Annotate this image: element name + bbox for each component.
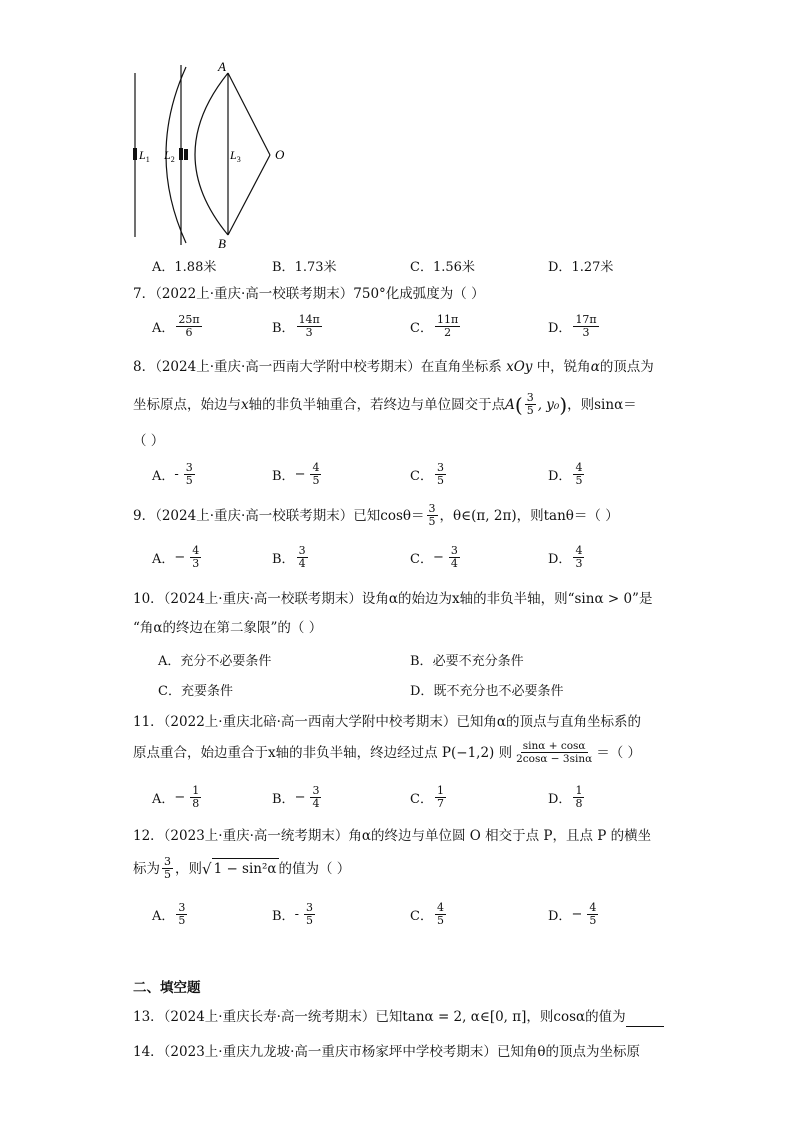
q11-option-a[interactable]: A． − $\frac{1}{8}$ xyxy=(152,784,200,810)
q7-stem: 7．（2022上·重庆·高一校联考期末）750°化成弧度为（ ） xyxy=(133,286,485,302)
q9-option-b[interactable]: B． $\frac{3}{4}$ xyxy=(272,544,306,570)
q10-line2: “角α的终边在第二象限”的（ ） xyxy=(133,620,323,636)
label-O: O xyxy=(275,147,285,162)
q7-option-a[interactable]: A． $\frac{25\pi}{6}$ xyxy=(152,313,200,339)
q9-option-d[interactable]: D． $\frac{4}{3}$ xyxy=(548,544,583,570)
q12-line1: 12．（2023上·重庆·高一统考期末）角α的终边与单位圆 O 相交于点 P，且点 P 的横坐 xyxy=(133,828,652,844)
q8-line3: （ ） xyxy=(133,433,165,449)
q10-option-b[interactable]: B． 必要不充分条件 xyxy=(410,654,524,669)
q10-option-a[interactable]: A． 充分不必要条件 xyxy=(158,654,272,669)
q10-line1: 10．（2024上·重庆·高一校联考期末）设角α的始边为x轴的非负半轴，则“sinα > 0”是 xyxy=(133,591,653,607)
q10-option-c[interactable]: C． 充要条件 xyxy=(158,684,233,699)
sqrt-sign: √ xyxy=(202,859,212,878)
q10-option-d[interactable]: D． 既不充分也不必要条件 xyxy=(410,684,564,699)
answer-blank[interactable] xyxy=(626,1012,664,1027)
label-L1: $L_1$ xyxy=(139,148,150,164)
section-title-fill-in: 二、填空题 xyxy=(133,980,201,996)
q9-option-c[interactable]: C． − $\frac{3}{4}$ xyxy=(410,544,458,570)
q12-option-d[interactable]: D． − $\frac{4}{5}$ xyxy=(548,901,597,927)
label-L2: $L_2$ xyxy=(164,148,175,164)
q8-line1: 8．（2024上·重庆·高一西南大学附中校考期末）在直角坐标系 xOy 中，锐角α的顶点为 xyxy=(133,359,654,375)
q6-option-a[interactable]: A． 1.88米 xyxy=(152,260,217,275)
q6-option-c[interactable]: C． 1.56米 xyxy=(410,260,475,275)
geometry-figure xyxy=(120,55,320,255)
q9-option-a[interactable]: A． − $\frac{4}{3}$ xyxy=(152,544,200,570)
q6-option-d[interactable]: D． 1.27米 xyxy=(548,260,614,275)
q12-option-c[interactable]: C． $\frac{4}{5}$ xyxy=(410,901,444,927)
label-B: B xyxy=(218,236,226,251)
q8-option-c[interactable]: C． $\frac{3}{5}$ xyxy=(410,461,444,487)
q11-line1: 11．（2022上·重庆北碚·高一西南大学附中校考期末）已知角α的顶点与直角坐标系的 xyxy=(133,714,641,730)
q7-option-c[interactable]: C． $\frac{11\pi}{2}$ xyxy=(410,313,459,339)
label-A: A xyxy=(218,59,226,74)
q11-option-b[interactable]: B． − $\frac{3}{4}$ xyxy=(272,784,320,810)
q11-option-d[interactable]: D． $\frac{1}{8}$ xyxy=(548,784,583,810)
q11-line2: 原点重合，始边重合于x轴的非负半轴，终边经过点 P(−1,2) 则 $\frac{\sin\alpha + \cos\alpha}{2\cos\alpha - 3\sin\alpha}$ ＝（ ） xyxy=(133,740,642,765)
q8-option-b[interactable]: B． − $\frac{4}{5}$ xyxy=(272,461,320,487)
q8-option-d[interactable]: D． $\frac{4}{5}$ xyxy=(548,461,583,487)
q11-option-c[interactable]: C． $\frac{1}{7}$ xyxy=(410,784,444,810)
q12-option-a[interactable]: A． $\frac{3}{5}$ xyxy=(152,901,186,927)
q8-option-a[interactable]: A． - $\frac{3}{5}$ xyxy=(152,461,193,487)
q7-option-d[interactable]: D． $\frac{17\pi}{3}$ xyxy=(548,313,597,339)
q9-stem: 9．（2024上·重庆·高一校联考期末）已知 cosθ＝ $\frac{3}{5}$ ，θ∈(π, 2π)，则tanθ＝（ ） xyxy=(133,502,619,528)
label-L3: $L_3$ xyxy=(230,148,241,164)
q12-line2: 标为 $\frac{3}{5}$ ，则 √ 1 − sin²α 的值为（ ） xyxy=(133,855,351,881)
q14-stem: 14．（2023上·重庆九龙坡·高一重庆市杨家坪中学校考期末）已知角θ的顶点为坐标原 xyxy=(133,1044,640,1060)
q8-line2: 坐标原点，始边与 x 轴的非负半轴重合，若终边与单位圆交于点 A ( $\frac{3}{5}$ , y₀ ) ，则sinα＝ xyxy=(133,391,637,417)
q13-stem: 13．（2024上·重庆长寿·高一统考期末）已知tanα = 2, α∈[0, π]，则cosα的值为 xyxy=(133,1007,664,1027)
q7-option-b[interactable]: B． $\frac{14\pi}{3}$ xyxy=(272,313,320,339)
q12-option-b[interactable]: B． - $\frac{3}{5}$ xyxy=(272,901,313,927)
q6-option-b[interactable]: B． 1.73米 xyxy=(272,260,337,275)
